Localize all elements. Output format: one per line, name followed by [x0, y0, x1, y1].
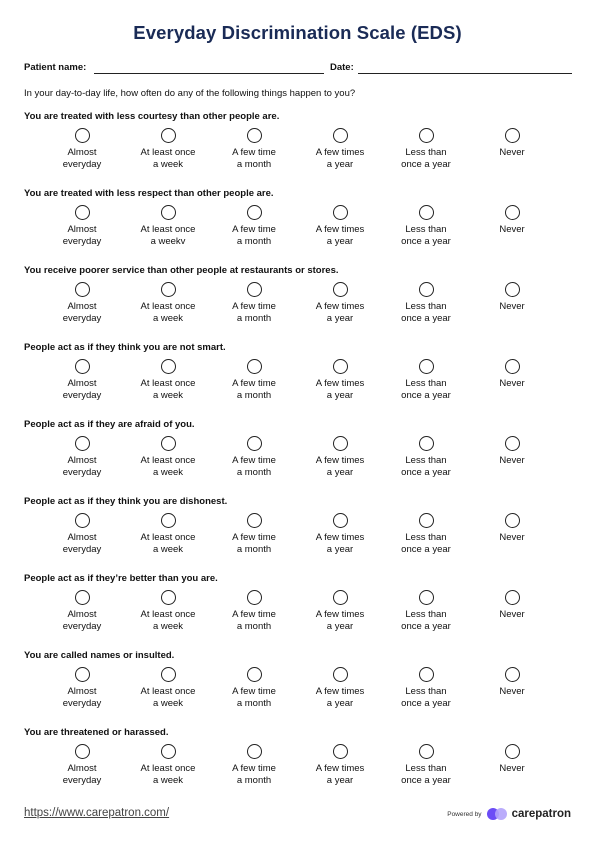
option-label: [300, 763, 380, 787]
option-label: [300, 378, 380, 402]
option-label-line: a year: [326, 467, 354, 478]
option-label-line: At least once: [140, 378, 196, 389]
option-label-line: Never: [499, 224, 525, 235]
answer-option: [42, 667, 122, 710]
footer-url-link[interactable]: https://www.carepatron.com/: [24, 807, 170, 819]
option-label-line: Less than: [405, 686, 447, 697]
answer-option: [214, 282, 294, 325]
option-label-line: everyday: [62, 544, 102, 555]
option-label-line: A few time: [232, 455, 276, 466]
option-label-line: a month: [236, 775, 272, 786]
page-title: Everyday Discrimination Scale (EDS): [133, 22, 462, 43]
radio-button[interactable]: [333, 436, 348, 451]
option-label-line: once a year: [401, 698, 451, 709]
answer-option: [386, 590, 466, 633]
option-label: [42, 532, 122, 556]
option-label-line: Almost: [67, 378, 97, 389]
radio-button[interactable]: [161, 205, 176, 220]
option-label: [214, 532, 294, 556]
answer-option: [214, 513, 294, 556]
answer-option: [214, 128, 294, 171]
option-label-line: Never: [499, 686, 525, 697]
option-label-line: once a year: [401, 621, 451, 632]
answer-option: [214, 359, 294, 402]
option-label-line: A few times: [315, 378, 365, 389]
option-label: [386, 301, 466, 325]
option-label: [386, 532, 466, 556]
option-label-line: Almost: [67, 686, 97, 697]
option-label-line: a year: [326, 390, 354, 401]
option-label: [128, 455, 208, 479]
question-text: You are treated with less respect than other people are.: [24, 188, 274, 199]
option-label: [472, 301, 552, 313]
option-label-line: A few times: [315, 455, 365, 466]
answer-option: [472, 744, 552, 775]
option-label-line: Never: [499, 609, 525, 620]
option-label: [472, 378, 552, 390]
radio-button[interactable]: [75, 205, 90, 220]
option-label-line: everyday: [62, 159, 102, 170]
option-label-line: At least once: [140, 686, 196, 697]
question-item: [24, 188, 572, 258]
option-label: [472, 532, 552, 544]
option-label-line: everyday: [62, 698, 102, 709]
answer-option: [42, 128, 122, 171]
question-item: [24, 573, 572, 643]
question-text: You are threatened or harassed.: [24, 727, 169, 738]
radio-button[interactable]: [247, 436, 262, 451]
radio-button[interactable]: [333, 282, 348, 297]
radio-button[interactable]: [161, 359, 176, 374]
question-item: [24, 727, 572, 797]
option-label-line: everyday: [62, 775, 102, 786]
answer-option: [472, 128, 552, 159]
question-item: [24, 496, 572, 566]
option-label-line: a month: [236, 236, 272, 247]
option-label-line: Almost: [67, 224, 97, 235]
radio-button[interactable]: [161, 667, 176, 682]
option-label-line: Never: [499, 147, 525, 158]
option-label: [214, 609, 294, 633]
answer-option: [472, 590, 552, 621]
powered-by-label: Powered by: [447, 810, 482, 818]
option-label-line: A few time: [232, 686, 276, 697]
option-label-line: a month: [236, 159, 272, 170]
radio-button[interactable]: [333, 359, 348, 374]
answer-option: [42, 590, 122, 633]
option-label-line: Never: [499, 455, 525, 466]
patient-name-field[interactable]: [94, 73, 324, 74]
radio-button[interactable]: [161, 128, 176, 143]
radio-button[interactable]: [505, 359, 520, 374]
option-label-line: a month: [236, 467, 272, 478]
radio-button[interactable]: [75, 667, 90, 682]
option-label: [386, 147, 466, 171]
option-label: [214, 378, 294, 402]
option-label-line: Almost: [67, 609, 97, 620]
footer-brand: [447, 806, 571, 822]
option-label-line: Almost: [67, 532, 97, 543]
answer-option: [128, 436, 208, 479]
option-label-line: a year: [326, 544, 354, 555]
option-label: [42, 378, 122, 402]
option-label-line: At least once: [140, 763, 196, 774]
option-label-line: a month: [236, 390, 272, 401]
option-label-line: A few times: [315, 301, 365, 312]
option-label-line: Never: [499, 301, 525, 312]
option-label: [214, 301, 294, 325]
option-label-line: a week: [152, 159, 184, 170]
answer-option: [386, 128, 466, 171]
option-label: [42, 455, 122, 479]
option-label-line: Less than: [405, 301, 447, 312]
option-label-line: At least once: [140, 455, 196, 466]
option-label: [42, 147, 122, 171]
radio-button[interactable]: [247, 128, 262, 143]
radio-button[interactable]: [333, 744, 348, 759]
radio-button[interactable]: [419, 359, 434, 374]
radio-button[interactable]: [247, 513, 262, 528]
option-label-line: At least once: [140, 532, 196, 543]
option-label: [128, 378, 208, 402]
answer-option: [42, 282, 122, 325]
answer-option: [128, 590, 208, 633]
option-label-line: once a year: [401, 159, 451, 170]
option-label-line: a month: [236, 313, 272, 324]
answer-option: [214, 205, 294, 248]
date-field[interactable]: [358, 73, 572, 74]
radio-button[interactable]: [161, 590, 176, 605]
option-label-line: everyday: [62, 621, 102, 632]
carepatron-logo-icon: [487, 807, 509, 821]
radio-button[interactable]: [419, 205, 434, 220]
option-label: [472, 224, 552, 236]
option-label-line: A few times: [315, 686, 365, 697]
radio-button[interactable]: [333, 205, 348, 220]
option-label: [128, 763, 208, 787]
option-label-line: a year: [326, 698, 354, 709]
radio-button[interactable]: [333, 590, 348, 605]
question-item: [24, 265, 572, 335]
question-text: People act as if they think you are dishonest.: [24, 496, 228, 507]
option-label: [386, 686, 466, 710]
option-label: [128, 532, 208, 556]
question-text: You are called names or insulted.: [24, 650, 175, 661]
radio-button[interactable]: [419, 744, 434, 759]
option-label-line: everyday: [62, 313, 102, 324]
option-label-line: once a year: [401, 544, 451, 555]
radio-button[interactable]: [75, 359, 90, 374]
option-label-line: Less than: [405, 763, 447, 774]
option-label-line: a weekv: [150, 236, 186, 247]
option-label-line: At least once: [140, 609, 196, 620]
option-label: [128, 301, 208, 325]
option-label: [386, 763, 466, 787]
option-label: [214, 763, 294, 787]
radio-button[interactable]: [419, 128, 434, 143]
answer-option: [300, 744, 380, 787]
option-label: [472, 609, 552, 621]
option-label-line: once a year: [401, 467, 451, 478]
radio-button[interactable]: [161, 282, 176, 297]
intro-text: In your day-to-day life, how often do any of the following things happen to you?: [24, 88, 356, 99]
option-label-line: everyday: [62, 236, 102, 247]
answer-option: [472, 205, 552, 236]
option-label-line: a month: [236, 698, 272, 709]
option-label-line: A few time: [232, 301, 276, 312]
option-label-line: A few times: [315, 609, 365, 620]
radio-button[interactable]: [75, 590, 90, 605]
radio-button[interactable]: [247, 744, 262, 759]
patient-name-label: Patient name:: [24, 62, 87, 73]
question-item: [24, 111, 572, 181]
radio-button[interactable]: [247, 205, 262, 220]
radio-button[interactable]: [419, 590, 434, 605]
option-label-line: Never: [499, 532, 525, 543]
option-label: [472, 455, 552, 467]
option-label-line: Never: [499, 763, 525, 774]
option-label-line: a week: [152, 775, 184, 786]
answer-option: [128, 128, 208, 171]
option-label: [42, 686, 122, 710]
option-label-line: everyday: [62, 467, 102, 478]
option-label-line: once a year: [401, 775, 451, 786]
answer-option: [386, 436, 466, 479]
radio-button[interactable]: [161, 436, 176, 451]
option-label: [386, 378, 466, 402]
radio-button[interactable]: [247, 359, 262, 374]
option-label-line: A few time: [232, 763, 276, 774]
option-label-line: A few times: [315, 224, 365, 235]
option-label-line: A few times: [315, 147, 365, 158]
answer-option: [386, 513, 466, 556]
brand-name: carepatron: [511, 808, 571, 820]
radio-button[interactable]: [161, 744, 176, 759]
option-label-line: once a year: [401, 390, 451, 401]
question-text: You receive poorer service than other people at restaurants or stores.: [24, 265, 339, 276]
answer-option: [214, 667, 294, 710]
radio-button[interactable]: [333, 667, 348, 682]
option-label: [300, 147, 380, 171]
option-label-line: Less than: [405, 532, 447, 543]
option-label-line: everyday: [62, 390, 102, 401]
radio-button[interactable]: [247, 590, 262, 605]
answer-option: [300, 128, 380, 171]
answer-option: [128, 667, 208, 710]
radio-button[interactable]: [247, 667, 262, 682]
option-label: [300, 609, 380, 633]
radio-button[interactable]: [75, 436, 90, 451]
radio-button[interactable]: [419, 667, 434, 682]
answer-option: [300, 590, 380, 633]
option-label-line: A few time: [232, 532, 276, 543]
option-label: [42, 224, 122, 248]
option-label-line: a week: [152, 544, 184, 555]
question-text: People act as if they are afraid of you.: [24, 419, 195, 430]
option-label: [300, 686, 380, 710]
answer-option: [300, 205, 380, 248]
option-label-line: A few time: [232, 224, 276, 235]
date-label: Date:: [330, 62, 354, 73]
option-label-line: a week: [152, 313, 184, 324]
answer-option: [472, 282, 552, 313]
answer-option: [128, 282, 208, 325]
radio-button[interactable]: [505, 513, 520, 528]
answer-option: [42, 436, 122, 479]
radio-button[interactable]: [505, 205, 520, 220]
option-label: [472, 147, 552, 159]
option-label-line: A few times: [315, 763, 365, 774]
option-label-line: Less than: [405, 455, 447, 466]
answer-option: [472, 513, 552, 544]
answer-option: [214, 590, 294, 633]
option-label: [128, 686, 208, 710]
option-label-line: At least once: [140, 301, 196, 312]
option-label: [42, 763, 122, 787]
option-label-line: Never: [499, 378, 525, 389]
option-label-line: Almost: [67, 147, 97, 158]
answer-option: [128, 744, 208, 787]
option-label-line: a year: [326, 775, 354, 786]
question-item: [24, 650, 572, 720]
answer-option: [386, 205, 466, 248]
answer-option: [214, 436, 294, 479]
answer-option: [42, 205, 122, 248]
patient-info-row: [24, 62, 572, 76]
option-label: [42, 609, 122, 633]
answer-option: [42, 744, 122, 787]
option-label: [472, 763, 552, 775]
radio-button[interactable]: [505, 282, 520, 297]
answer-option: [300, 282, 380, 325]
radio-button[interactable]: [333, 128, 348, 143]
answer-option: [128, 513, 208, 556]
option-label: [300, 532, 380, 556]
option-label-line: Almost: [67, 455, 97, 466]
option-label-line: once a year: [401, 236, 451, 247]
option-label: [214, 686, 294, 710]
radio-button[interactable]: [75, 282, 90, 297]
option-label-line: Almost: [67, 763, 97, 774]
option-label: [128, 147, 208, 171]
answer-option: [386, 359, 466, 402]
option-label-line: A few time: [232, 609, 276, 620]
radio-button[interactable]: [505, 590, 520, 605]
option-label-line: Less than: [405, 378, 447, 389]
option-label: [472, 686, 552, 698]
option-label-line: Less than: [405, 609, 447, 620]
option-label-line: a week: [152, 467, 184, 478]
radio-button[interactable]: [75, 128, 90, 143]
option-label-line: A few time: [232, 378, 276, 389]
radio-button[interactable]: [505, 128, 520, 143]
question-item: [24, 342, 572, 412]
answer-option: [386, 667, 466, 710]
option-label-line: a month: [236, 621, 272, 632]
answer-option: [214, 744, 294, 787]
option-label: [214, 224, 294, 248]
answer-option: [300, 436, 380, 479]
option-label: [128, 609, 208, 633]
option-label-line: At least once: [140, 224, 196, 235]
radio-button[interactable]: [419, 513, 434, 528]
radio-button[interactable]: [75, 744, 90, 759]
answer-option: [128, 359, 208, 402]
option-label: [386, 224, 466, 248]
option-label-line: once a year: [401, 313, 451, 324]
answer-option: [386, 282, 466, 325]
answer-option: [300, 359, 380, 402]
radio-button[interactable]: [333, 513, 348, 528]
option-label: [300, 455, 380, 479]
answer-option: [472, 436, 552, 467]
answer-option: [472, 667, 552, 698]
option-label: [42, 301, 122, 325]
option-label: [214, 147, 294, 171]
option-label-line: a week: [152, 390, 184, 401]
option-label-line: a year: [326, 159, 354, 170]
option-label-line: a month: [236, 544, 272, 555]
radio-button[interactable]: [75, 513, 90, 528]
option-label-line: Almost: [67, 301, 97, 312]
radio-button[interactable]: [505, 436, 520, 451]
option-label: [386, 455, 466, 479]
radio-button[interactable]: [505, 667, 520, 682]
radio-button[interactable]: [505, 744, 520, 759]
option-label: [214, 455, 294, 479]
question-item: [24, 419, 572, 489]
option-label: [300, 224, 380, 248]
answer-option: [300, 667, 380, 710]
question-text: People act as if they’re better than you are.: [24, 573, 218, 584]
option-label-line: At least once: [140, 147, 196, 158]
option-label-line: a week: [152, 621, 184, 632]
answer-option: [128, 205, 208, 248]
option-label-line: Less than: [405, 147, 447, 158]
option-label: [386, 609, 466, 633]
answer-option: [386, 744, 466, 787]
answer-option: [42, 513, 122, 556]
answer-option: [472, 359, 552, 390]
option-label-line: a week: [152, 698, 184, 709]
option-label: [128, 224, 208, 248]
radio-button[interactable]: [419, 282, 434, 297]
option-label-line: a year: [326, 313, 354, 324]
radio-button[interactable]: [419, 436, 434, 451]
answer-option: [300, 513, 380, 556]
question-text: People act as if they think you are not smart.: [24, 342, 226, 353]
answer-option: [42, 359, 122, 402]
question-text: You are treated with less courtesy than other people are.: [24, 111, 280, 122]
option-label-line: a year: [326, 236, 354, 247]
option-label-line: A few time: [232, 147, 276, 158]
radio-button[interactable]: [247, 282, 262, 297]
radio-button[interactable]: [161, 513, 176, 528]
option-label-line: A few times: [315, 532, 365, 543]
option-label-line: Less than: [405, 224, 447, 235]
option-label-line: a year: [326, 621, 354, 632]
option-label: [300, 301, 380, 325]
